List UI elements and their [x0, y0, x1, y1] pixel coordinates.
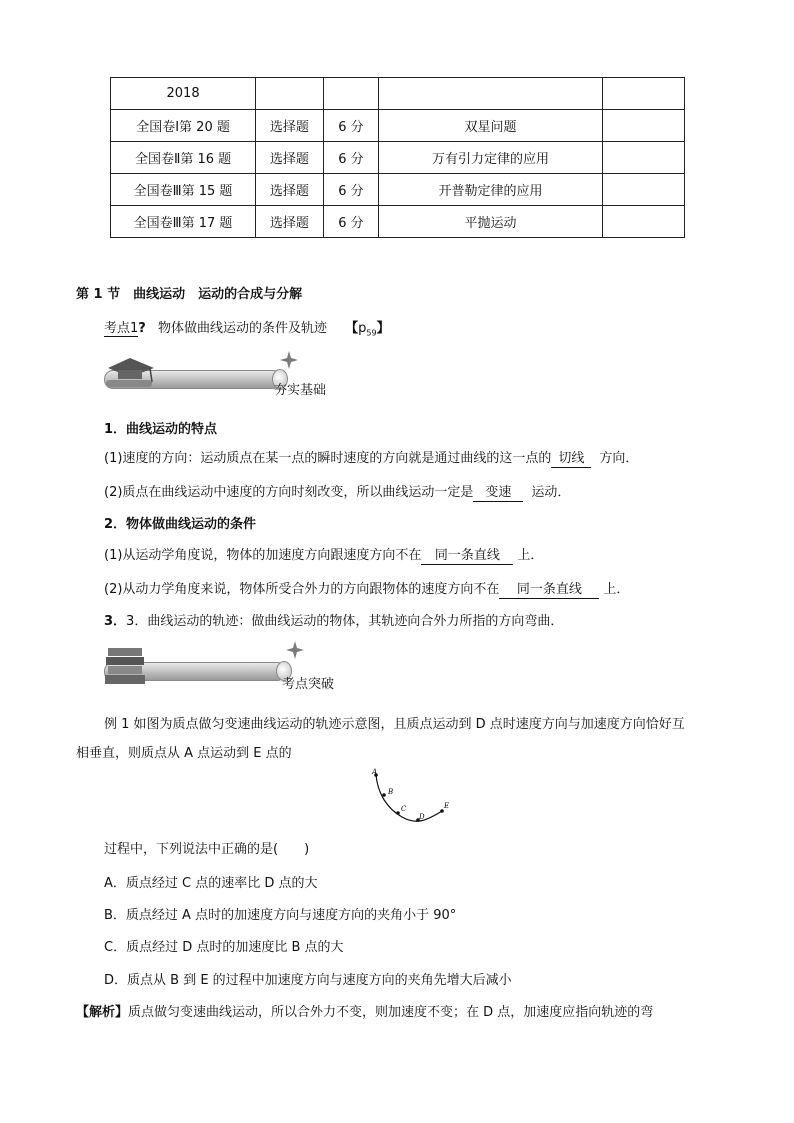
sparkle-icon [278, 350, 300, 370]
table-cell: 全国卷Ⅰ第 20 题 [111, 110, 256, 142]
table-cell [602, 206, 684, 238]
table-cell: 2018 [111, 78, 256, 110]
table-row [111, 110, 685, 142]
blank-variable-speed: 变速 [473, 485, 523, 502]
table-cell [602, 142, 684, 174]
table-cell: 全国卷Ⅱ第 16 题 [111, 142, 256, 174]
graduation-cap-icon [102, 350, 162, 396]
point-2-title: 2．物体做曲线运动的条件 [104, 517, 257, 532]
table-cell [379, 78, 602, 110]
trajectory-diagram [362, 765, 462, 829]
label-c: C [401, 805, 407, 813]
table-cell [602, 110, 684, 142]
table-cell [602, 174, 684, 206]
analysis-line [76, 1001, 653, 1020]
table-cell: 开普勒定律的应用 [379, 174, 602, 206]
label-e: E [444, 802, 450, 810]
option-c: C．质点经过 D 点时的加速度比 B 点的大 [104, 940, 344, 955]
example-line-1: 例 1 如图为质点做匀变速曲线运动的轨迹示意图，且质点运动到 D 点时速度方向与加速度方向恰好互 [104, 717, 685, 732]
section-title: 第 1 节 曲线运动 运动的合成与分解 [76, 287, 303, 302]
table-cell: 全国卷Ⅲ第 15 题 [111, 174, 256, 206]
table-cell: 万有引力定律的应用 [379, 142, 602, 174]
table-cell: 6 分 [323, 142, 379, 174]
table-cell: 6 分 [323, 174, 379, 206]
kaodian-line [104, 317, 390, 338]
example-line-3: 过程中，下列说法中正确的是( ) [104, 842, 310, 857]
point-3: 3．3．曲线运动的轨迹：做曲线运动的物体，其轨迹向合外力所指的方向弯曲． [104, 614, 564, 629]
option-b: B．质点经过 A 点时的加速度方向与速度方向的夹角小于 90° [104, 908, 457, 923]
page-ref: 【$p_{59}$】 [345, 321, 390, 338]
table-cell [602, 78, 684, 110]
kaodian-tag: 考点1 [104, 317, 138, 337]
label-b: B [388, 788, 394, 796]
option-a: A．质点经过 C 点的速率比 D 点的大 [104, 876, 318, 891]
table-row [111, 78, 685, 110]
sparkle-icon [284, 640, 306, 662]
analysis-tag: 【解析】 [76, 1005, 129, 1020]
banner-foundation-label: 夯实基础 [274, 383, 327, 398]
books-icon [102, 642, 154, 690]
point-1-title: 1．曲线运动的特点 [104, 422, 218, 437]
point-2-a: (1)从运动学角度说，物体的加速度方向跟速度方向不在 同一条直线 上． [104, 548, 544, 563]
label-a: A [372, 768, 378, 776]
table-cell: 平抛运动 [379, 206, 602, 238]
label-d: D [419, 813, 425, 821]
banner-breakthrough-label: 考点突破 [282, 677, 335, 692]
table-cell: 选择题 [256, 142, 324, 174]
point-1-b: (2)质点在曲线运动中速度的方向时刻改变，所以曲线运动一定是 变速 运动． [104, 485, 571, 500]
table-cell: 全国卷Ⅲ第 17 题 [111, 206, 256, 238]
banner-foundation [102, 350, 342, 396]
example-line-2: 相垂直，则质点从 A 点运动到 E 点的 [76, 746, 292, 761]
table-cell: 选择题 [256, 110, 324, 142]
kaodian-text: 物体做曲线运动的条件及轨迹 [157, 321, 327, 336]
analysis-text: 质点做匀变速曲线运动，所以合外力不变，则加速度不变；在 D 点，加速度应指向轨迹的弯 [128, 1005, 654, 1020]
table-cell: 选择题 [256, 206, 324, 238]
table-row [111, 206, 685, 238]
blank-tangent: 切线 [551, 451, 591, 468]
table-row [111, 142, 685, 174]
blank-line-a: 同一条直线 [421, 548, 513, 565]
blank-line-b: 同一条直线 [499, 582, 599, 599]
exam-table [110, 77, 685, 238]
table-cell [256, 78, 324, 110]
point-2-b: (2)从动力学角度来说，物体所受合外力的方向跟物体的速度方向不在 同一条直线 上． [104, 582, 630, 597]
option-d: D．质点从 B 到 E 的过程中加速度方向与速度方向的夹角先增大后减小 [104, 973, 512, 988]
table-cell: 6 分 [323, 110, 379, 142]
point-1-a: (1)速度的方向：运动质点在某一点的瞬时速度的方向就是通过曲线的这一点的 切线 方向． [104, 451, 639, 466]
kaodian-mark: ? [138, 321, 146, 336]
table-cell: 6 分 [323, 206, 379, 238]
table-cell: 双星问题 [379, 110, 602, 142]
table-cell: 选择题 [256, 174, 324, 206]
banner-breakthrough [102, 640, 352, 692]
table-row [111, 174, 685, 206]
table-cell [323, 78, 379, 110]
